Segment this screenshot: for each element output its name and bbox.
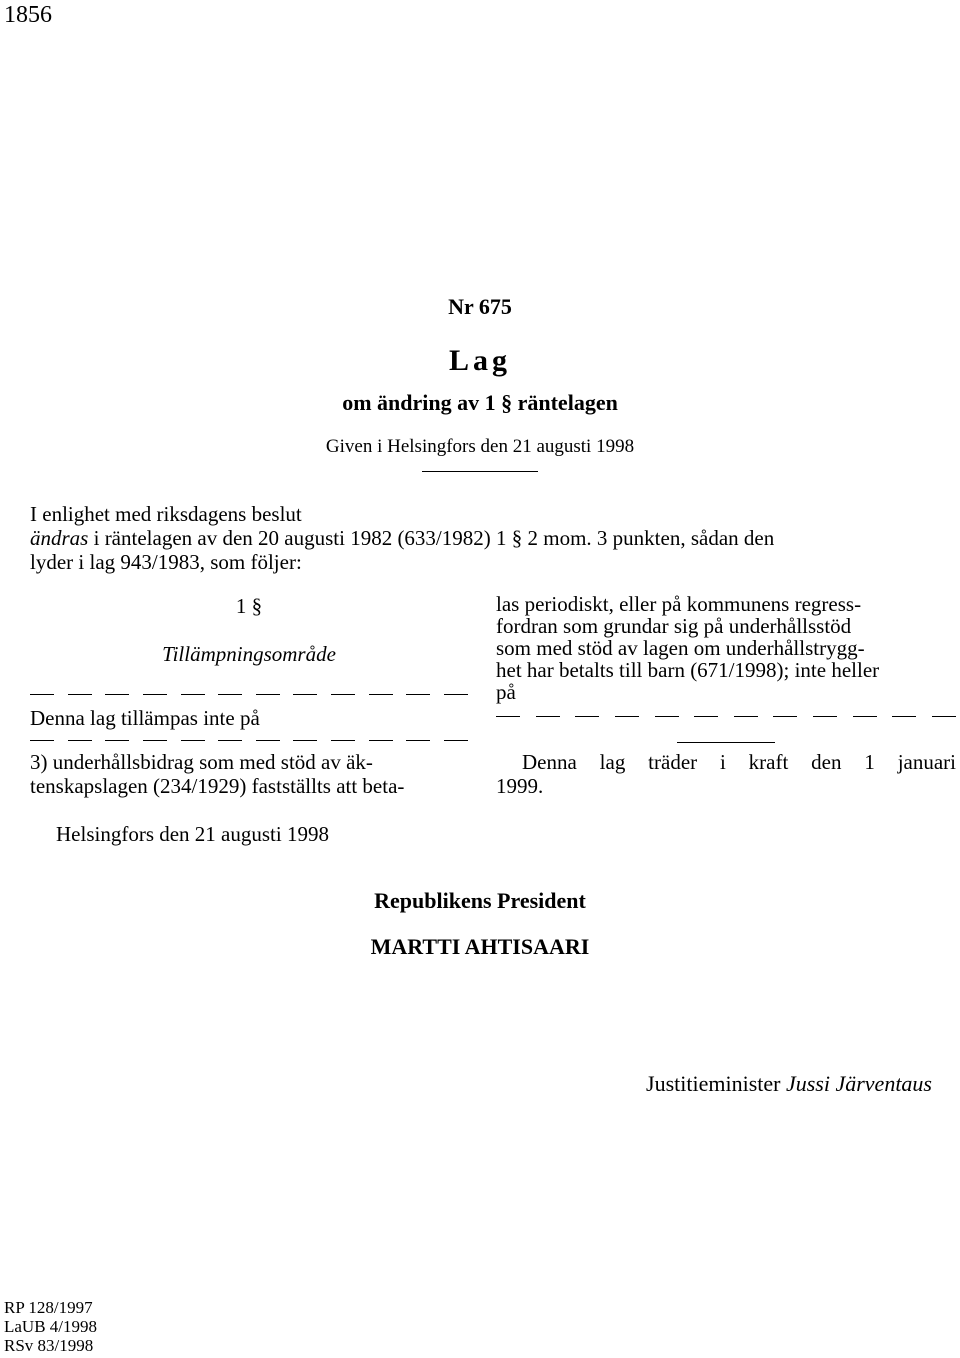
item-3-cont-line-5: på [496,680,516,704]
minister-title: Justitieminister [646,1071,786,1096]
given-line: Given i Helsingfors den 21 augusti 1998 [325,436,635,457]
preamble-amends-word: ändras [30,526,89,550]
minister-signature [646,1071,932,1097]
omission-dashes-1 [30,694,468,695]
preamble-line-3: lyder i lag 943/1983, som följer: [30,550,302,574]
section-number [30,594,468,618]
president-name: MARTTI AHTISAARI [370,934,590,959]
preamble-line-1: I enlighet med riksdagens beslut [30,502,302,526]
item-3-line-1: 3) underhållsbidrag som med stöd av äk- [30,750,373,774]
effective-line-2: 1999. [496,774,544,798]
preamble [30,502,956,574]
law-subtitle [0,390,960,416]
page-number: 1856 [4,2,52,28]
legislative-references [4,1298,97,1355]
place-date: Helsingfors den 21 augusti 1998 [56,822,329,846]
item-3-cont-line-4: het har betalts till barn (671/1998); inte heller [496,658,880,682]
effective-line-1: Denna lag träder i kraft den 1 januari [522,750,956,774]
preamble-line-2 [30,526,956,550]
section-sign: § [251,594,263,618]
subtitle-text-b: räntelagen [512,390,618,415]
section-intro: Denna lag tillämpas inte på [30,706,260,730]
section-sign: § [501,390,513,415]
section-end-divider [677,742,775,743]
reference-item: LaUB 4/1998 [4,1317,98,1336]
preamble-text-a: i räntelagen av den 20 augusti 1982 (633/1982) 1 [88,526,512,550]
item-3-cont-line-2: fordran som grundar sig på underhållsstöd [496,614,852,638]
law-title: Lag [448,344,511,377]
omission-dashes-3 [496,716,956,717]
section-heading: Tillämpningsområde [162,642,336,666]
president-office: Republikens President [374,888,586,913]
reference-item: RP 128/1997 [4,1298,93,1317]
subtitle-text-a: om ändring av 1 [342,390,502,415]
reference-item: RSv 83/1998 [4,1336,94,1355]
item-3-line-2: tenskapslagen (234/1929) fastställts att beta- [30,774,405,798]
item-3-cont-line-1: las periodiskt, eller på kommunens regress- [496,592,862,616]
section-sign: § [511,526,523,550]
preamble-text-b: 2 mom. 3 punkten, sådan den [522,526,775,550]
item-3-cont-line-3: som med stöd av lagen om underhållstrygg- [496,636,865,660]
omission-dashes-2 [30,740,468,741]
minister-name: Jussi Järventaus [785,1071,932,1096]
section-number-text: 1 [235,594,252,618]
law-number: Nr 675 [448,294,512,319]
title-divider [422,471,538,472]
